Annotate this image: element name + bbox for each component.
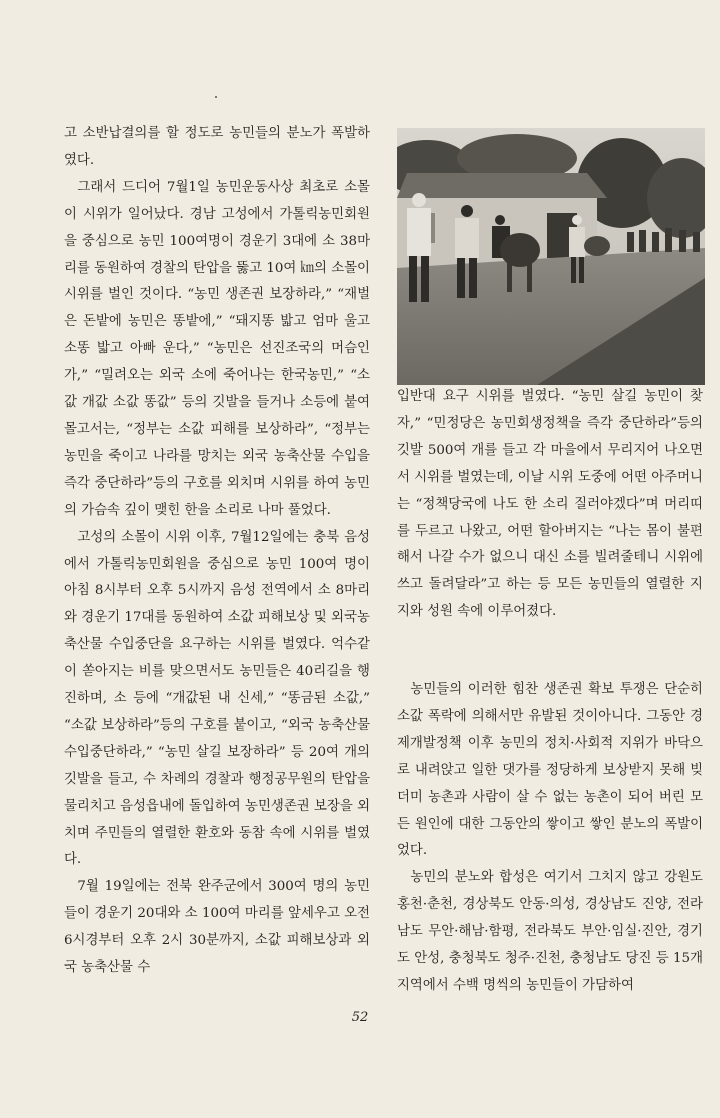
right-text-column-bottom xyxy=(397,677,703,1000)
paragraph: 입반대 요구 시위를 벌였다. “농민 살길 농민이 찾자,” “민정당은 농민회생정책을 즉각 중단하라”등의 깃발 500여 개를 들고 각 마을에서 무리지어 나오면서 시위를 벌였는데, 이날 시위 도중에 어떤 아주머니는 “정책당국에 나도 한 소리 질러야겠다”며 머리띠를 두르고 나왔고, 어떤 할아버지는 “나는 몸이 불편해서 나갈 수가 없으니 대신 소를 빌려줄테니 시위에 쓰고 돌려달라”고 하는 등 모든 농민들의 열렬한 지지와 성원 속에 이루어졌다. xyxy=(397,389,703,620)
left-text-column xyxy=(64,121,370,982)
photo-cattle-protest-march xyxy=(397,128,705,385)
paragraph: 그래서 드디어 7월1일 농민운동사상 최초로 소몰이 시위가 일어났다. 경남 고성에서 가톨릭농민회원을 중심으로 농민 100여명이 경운기 3대에 소 38마리를 동원하여 경찰의 탄압을 뚫고 10여 ㎞의 소몰이 시위를 벌인 것이다. “농민 생존권 보장하라,” “재벌은 돈밭에 농민은 똥밭에,” “돼지똥 밟고 엄마 울고 소똥 밟고 아빠 운다,” “농민은 선진조국의 머슴인가,” “밀려오는 외국 소에 죽어나는 한국농민,” “소값 개값 소값 똥값” 등의 깃발을 들거나 소등에 붙여 몰고서는, “정부는 소값 피해를 보상하라”, “정부는 농민을 죽이고 나라를 망치는 외국 농축산물 수입을 즉각 중단하라”등의 구호를 외치며 시위를 하여 농민의 가슴속 깊이 맺힌 한을 소리로 나마 풀었다. xyxy=(64,179,370,518)
page-number: 52 xyxy=(351,1010,369,1025)
stray-dot xyxy=(215,96,217,98)
paragraph: 농민의 분노와 합성은 여기서 그치지 않고 강원도 홍천·춘천, 경상북도 안동·의성, 경상남도 진양, 전라남도 무안·해남·함평, 전라북도 부안·임실·진안, 경기도 안성, 충청북도 청주·진천, 충청남도 당진 등 15개 지역에서 수백 명씩의 농민들이 가담하여 xyxy=(397,870,703,993)
photo-illustration xyxy=(397,128,705,385)
right-text-column-top xyxy=(397,384,703,626)
paragraph: 고성의 소몰이 시위 이후, 7월12일에는 충북 음성에서 가톨릭농민회원을 중심으로 농민 100여 명이 아침 8시부터 오후 5시까지 음성 전역에서 소 8마리와 경운기 17대를 동원하여 소값 피해보상 및 외국농축산물 수입중단을 요구하는 시위를 벌였다. 억수같이 쏟아지는 비를 맞으면서도 농민들은 40리길을 행진하며, 소 등에 “개값된 내 신세,” “똥금된 소값,” “소값 보상하라”등의 구호를 붙이고, “외국 농축산물 수입중단하라,” “농민 살길 보장하라” 등 20여 개의 깃발을 들고, 수 차례의 경찰과 행정공무원의 탄압을 물리치고 음성읍내에 돌입하여 농민생존권 보장을 외치며 주민들의 열렬한 환호와 동참 속에 시위를 벌였다. xyxy=(64,529,370,868)
paragraph: 농민들의 이러한 힘찬 생존권 확보 투쟁은 단순히 소값 폭락에 의해서만 유발된 것이아니다. 그동안 경제개발정책 이후 농민의 정치·사회적 지위가 바닥으로 내려앉고 일한 댓가를 정당하게 보상받지 못해 빚더미 농촌과 사람이 살 수 없는 농촌이 되어 버린 모든 원인에 대한 그동안의 쌓이고 쌓인 분노의 폭발이었다. xyxy=(397,682,703,859)
paragraph: 7월 19일에는 전북 완주군에서 300여 명의 농민들이 경운기 20대와 소 100여 마리를 앞세우고 오전 6시경부터 오후 2시 30분까지, 소값 피해보상과 외국 농축산물 수 xyxy=(64,879,370,976)
paragraph: 고 소반납결의를 할 정도로 농민들의 분노가 폭발하였다. xyxy=(64,126,370,168)
